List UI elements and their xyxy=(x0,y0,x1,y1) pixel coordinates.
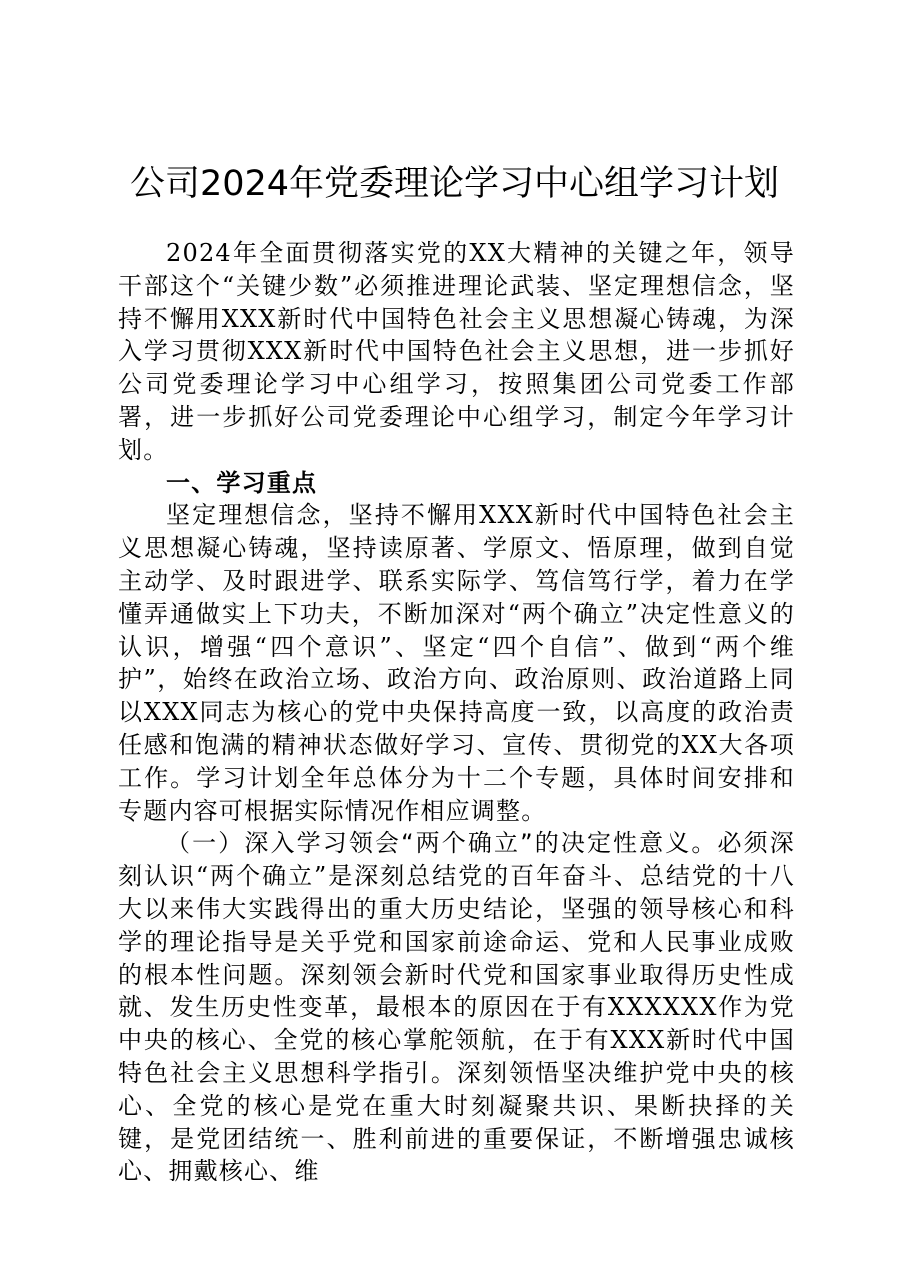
document-title: 公司2024年党委理论学习中心组学习计划 xyxy=(129,164,780,204)
document-body xyxy=(118,237,795,1188)
intro-paragraph: 2024年全面贯彻落实党的XX大精神的关键之年，领导干部这个“关键少数”必须推进理论武装、坚定理想信念，坚持不懈用XXX新时代中国特色社会主义思想凝心铸魂，为深入学习贯彻XXX新时代中国特色社会主义思想，进一步抓好公司党委理论学习中心组学习，按照集团公司党委工作部署，进一步抓好公司党委理论中心组学习，制定今年学习计划。 xyxy=(118,239,795,464)
topic-lead: （一）深入学习领会“两个确立”的决定性意义。 xyxy=(166,829,718,858)
topic-paragraph xyxy=(118,827,795,1188)
section-heading: 一、学习重点 xyxy=(166,468,318,497)
topic-body: 必须深刻认识“两个确立”是深刻总结党的百年奋斗、总结党的十八大以来伟大实践得出的重大历史结论，坚强的领导核心和科学的理论指导是关乎党和国家前途命运、党和人民事业成败的根本性问题。深刻领会新时代党和国家事业取得历史性成就、发生历史性变革，最根本的原因在于有XXXXXX作为党中央的核心、全党的核心掌舵领航，在于有XXX新时代中国特色社会主义思想科学指引。深刻领悟坚决维护党中央的核心、全党的核心是党在重大时刻凝聚共识、果断抉择的关键，是党团结统一、胜利前进的重要保证，不断增强忠诚核心、拥戴核心、维 xyxy=(118,829,795,1186)
section-paragraph: 坚定理想信念，坚持不懈用XXX新时代中国特色社会主义思想凝心铸魂，坚持读原著、学原文、悟原理，做到自觉主动学、及时跟进学、联系实际学、笃信笃行学，着力在学懂弄通做实上下功夫，不断加深对“两个确立”决定性意义的认识，增强“四个意识”、坚定“四个自信”、做到“两个维护”，始终在政治立场、政治方向、政治原则、政治道路上同以XXX同志为核心的党中央保持高度一致，以高度的政治责任感和饱满的精神状态做好学习、宣传、贯彻党的XX大各项工作。学习计划全年总体分为十二个专题，具体时间安排和专题内容可根据实际情况作相应调整。 xyxy=(118,501,795,825)
